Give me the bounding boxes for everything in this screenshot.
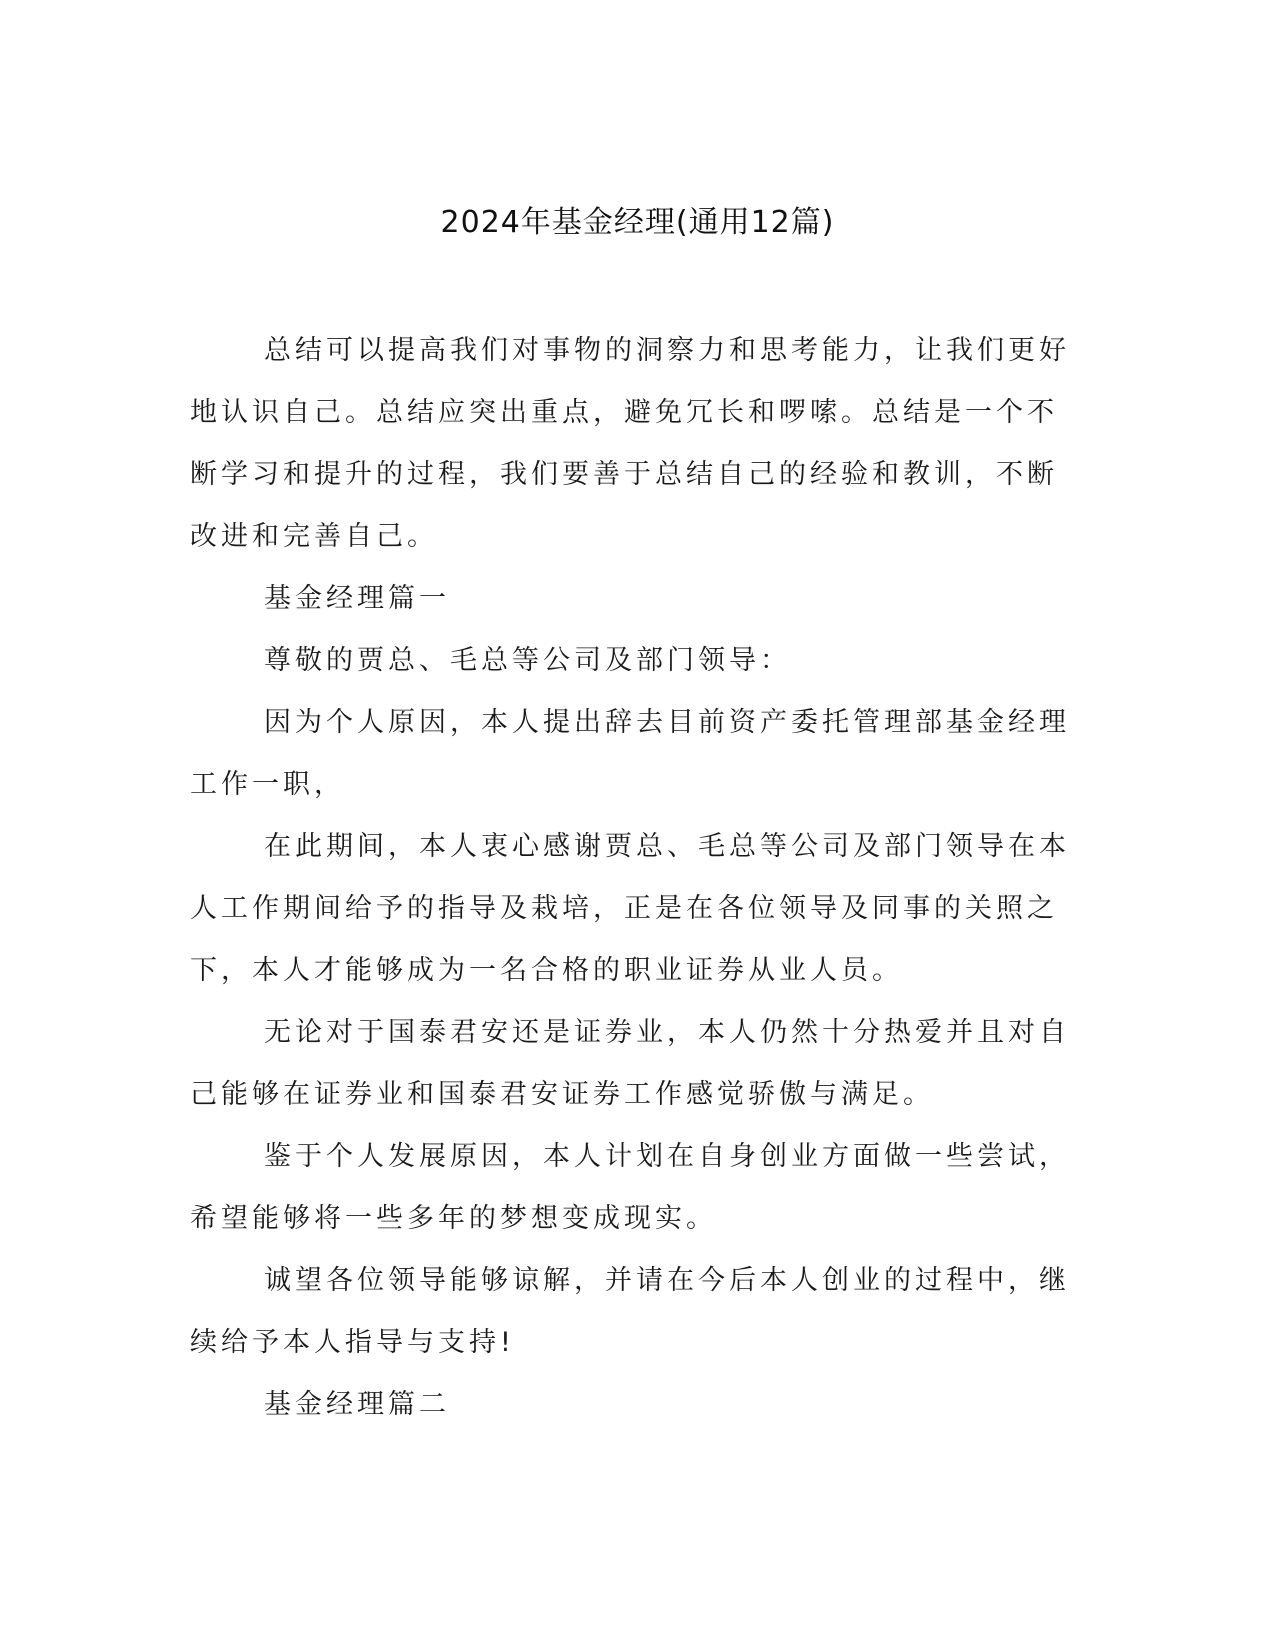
body-paragraph: 在此期间，本人衷心感谢贾总、毛总等公司及部门领导在本人工作期间给予的指导及栽培，正是在各位领导及同事的关照之下，本人才能够成为一名合格的职业证券从业人员。 <box>190 831 1070 986</box>
document-title: 2024年基金经理(通用12篇) <box>440 205 835 240</box>
document-body <box>190 320 1070 1436</box>
salutation: 尊敬的贾总、毛总等公司及部门领导： <box>264 645 791 676</box>
intro-paragraph: 总结可以提高我们对事物的洞察力和思考能力，让我们更好地认识自己。总结应突出重点，避免冗长和啰嗦。总结是一个不断学习和提升的过程，我们要善于总结自己的经验和教训，不断改进和完善自己。 <box>190 335 1070 552</box>
section-heading-1: 基金经理篇一 <box>264 583 450 614</box>
body-paragraph: 鉴于个人发展原因，本人计划在自身创业方面做一些尝试，希望能够将一些多年的梦想变成现实。 <box>190 1141 1070 1234</box>
body-paragraph: 无论对于国泰君安还是证券业，本人仍然十分热爱并且对自己能够在证券业和国泰君安证券工作感觉骄傲与满足。 <box>190 1017 1070 1110</box>
body-paragraph: 因为个人原因，本人提出辞去目前资产委托管理部基金经理工作一职， <box>190 707 1070 800</box>
body-paragraph: 诚望各位领导能够谅解，并请在今后本人创业的过程中，继续给予本人指导与支持! <box>190 1265 1070 1358</box>
section-heading-2: 基金经理篇二 <box>264 1389 450 1420</box>
